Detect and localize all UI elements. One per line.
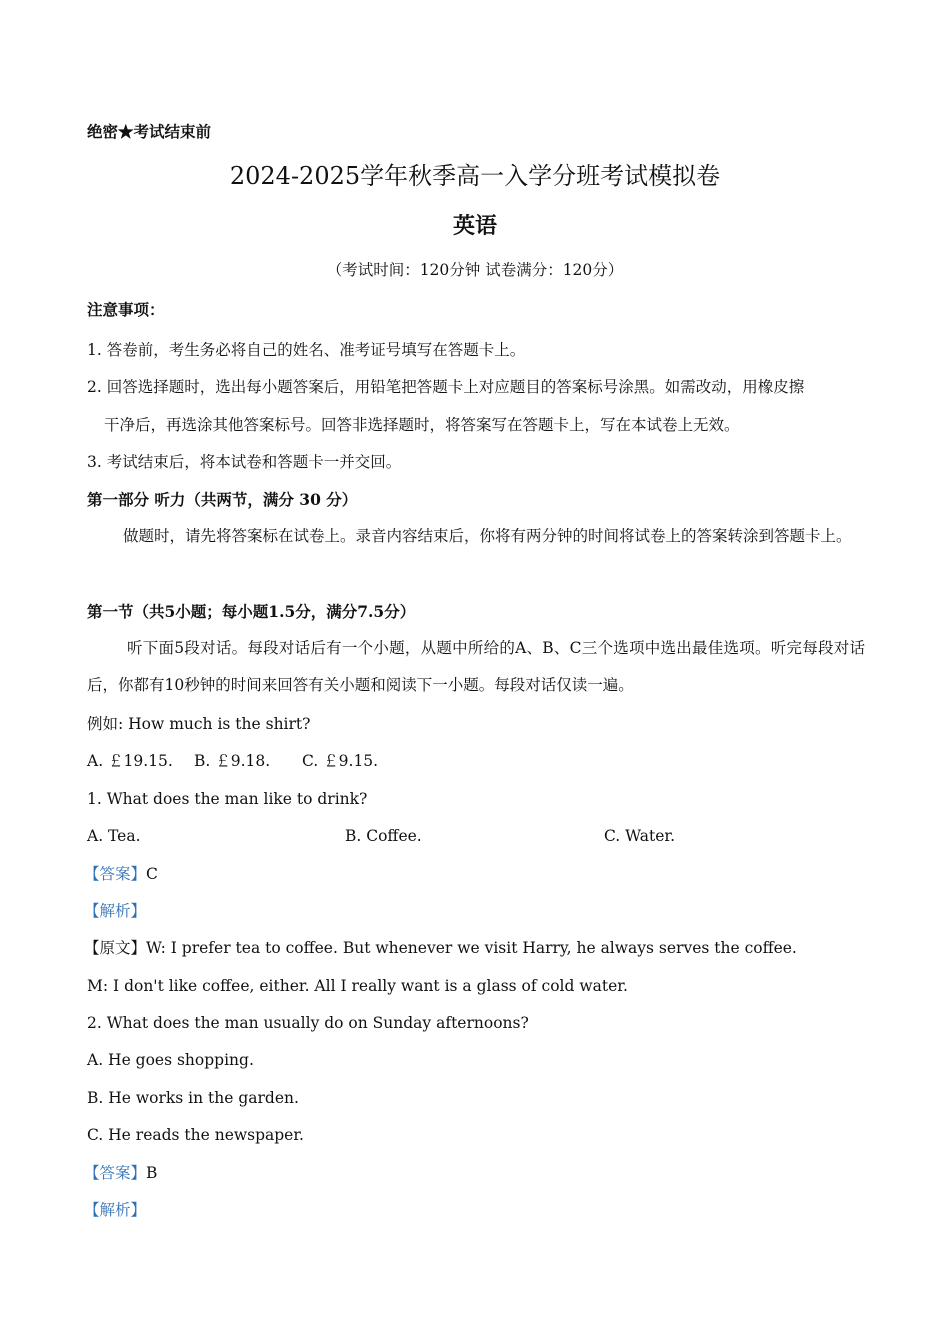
q1-transcript-w-line	[84, 938, 797, 958]
notice-item-2a: 2. 回答选择题时，选出每小题答案后，用铅笔把答题卡上对应题目的答案标号涂黑。如需改动，用橡皮擦	[87, 378, 805, 396]
notice-item-3: 3. 考试结束后，将本试卷和答题卡一并交回。	[87, 453, 402, 471]
example-option-b: B. ￡9.18.	[194, 752, 271, 770]
q2-option-c: C. He reads the newspaper.	[87, 1126, 304, 1144]
q2-question: 2. What does the man usually do on Sunday afternoons?	[87, 1014, 529, 1032]
q1-answer: C	[146, 865, 158, 883]
subject-title: 英语	[452, 213, 497, 239]
exam-title: 2024-2025学年秋季高一入学分班考试模拟卷	[229, 162, 721, 190]
q1-option-a: A. Tea.	[87, 827, 141, 845]
notice-item-1: 1. 答卷前，考生务必将自己的姓名、准考证号填写在答题卡上。	[87, 341, 526, 359]
section1-instruction: 听下面5段对话。每段对话后有一个小题，从题中所给的A、B、C三个选项中选出最佳选项。听完每段对话后，你都有10秒钟的时间来回答有关小题和阅读下一小题。每段对话仅读一遍。	[87, 639, 865, 694]
q1-question: 1. What does the man like to drink?	[87, 790, 368, 808]
q1-option-c: C. Water.	[604, 827, 676, 845]
secret-label: 绝密★考试结束前	[87, 122, 212, 141]
notice-item-2b: 干净后，再选涂其他答案标号。回答非选择题时，将答案写在答题卡上，写在本试卷上无效。	[104, 416, 740, 434]
part1-heading: 第一部分 听力（共两节，满分 30 分）	[87, 490, 358, 509]
q2-answer-line	[84, 1163, 157, 1183]
q1-transcript-m: M: I don't like coffee, either. All I really want is a glass of cold water.	[87, 977, 628, 995]
section1-heading: 第一节（共5小题；每小题1.5分，满分7.5分）	[87, 602, 416, 621]
q2-answer-tag: 【答案】	[84, 1164, 147, 1182]
q1-transcript-w: W: I prefer tea to coffee. But whenever we visit Harry, he always serves the coffee.	[146, 939, 797, 957]
example-question: 例如: How much is the shirt?	[87, 715, 311, 733]
q2-option-a: A. He goes shopping.	[87, 1051, 254, 1069]
exam-info: （考试时间：120分钟 试卷满分：120分）	[326, 261, 624, 279]
q1-answer-line	[84, 864, 158, 884]
notice-heading: 注意事项：	[87, 300, 165, 319]
q1-analysis-tag: 【解析】	[84, 902, 147, 920]
q1-option-b: B. Coffee.	[345, 827, 422, 845]
q1-transcript-tag: 【原文】	[84, 939, 147, 957]
q2-option-b: B. He works in the garden.	[87, 1089, 299, 1107]
part1-instruction: 做题时，请先将答案标在试卷上。录音内容结束后，你将有两分钟的时间将试卷上的答案转涂到答题卡上。	[123, 527, 852, 545]
example-option-c: C. ￡9.15.	[302, 752, 379, 770]
q2-analysis-tag: 【解析】	[84, 1201, 147, 1219]
example-option-a: A. ￡19.15.	[87, 752, 173, 770]
q2-answer: B	[146, 1164, 158, 1182]
q1-answer-tag: 【答案】	[84, 865, 147, 883]
